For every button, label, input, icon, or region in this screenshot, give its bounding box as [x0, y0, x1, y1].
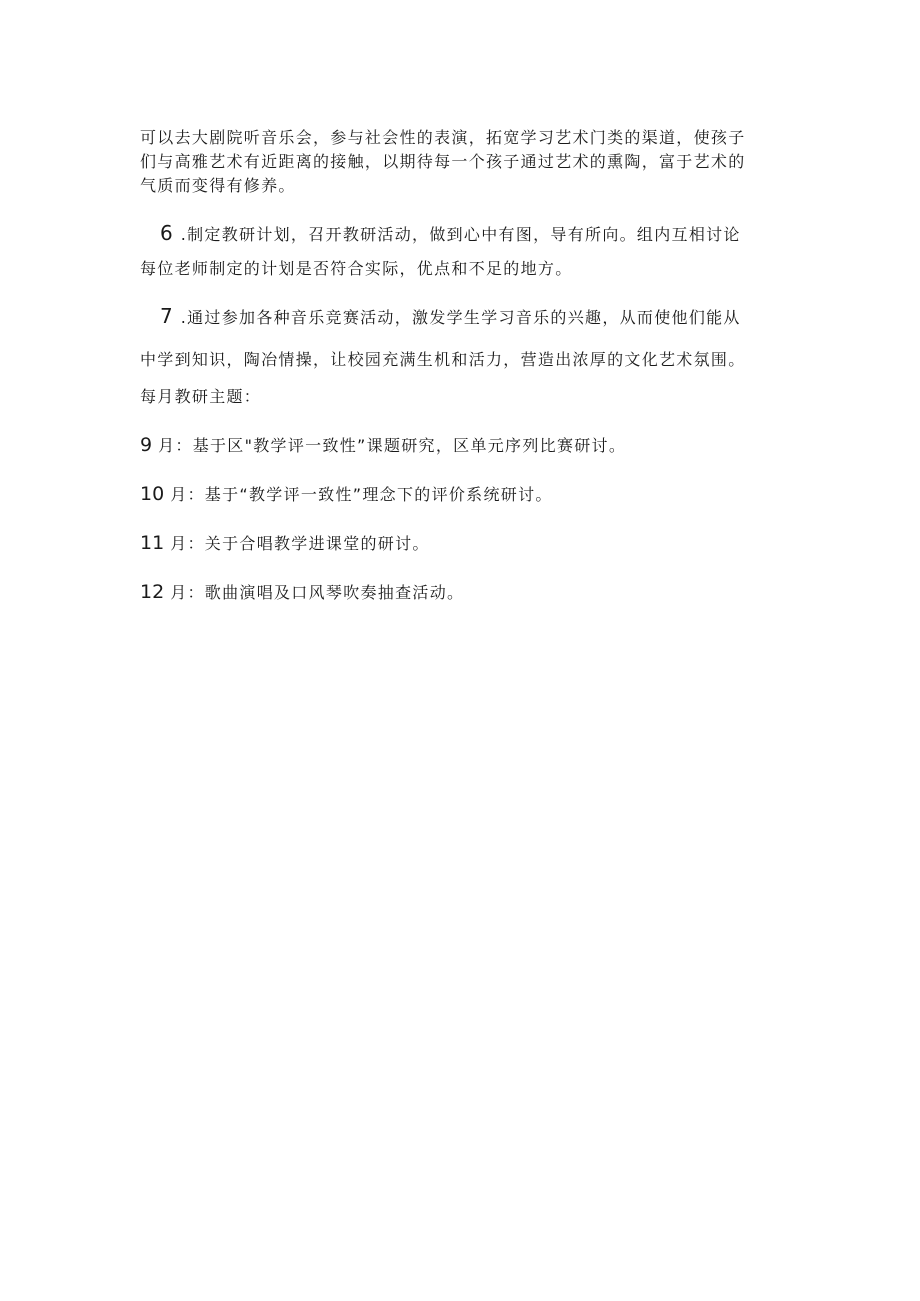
text-line [140, 221, 790, 245]
item-number: 7 [160, 304, 173, 328]
month-item [140, 433, 790, 457]
monthly-list [140, 433, 790, 604]
text-line: 可以去大剧院听音乐会，参与社会性的表演，拓宽学习艺术门类的渠道，使孩子 [140, 128, 746, 147]
text-line [140, 304, 790, 328]
item-text: .制定教研计划，召开教研活动，做到心中有图，导有所向。组内互相讨论 [180, 225, 741, 244]
month-text: 月：基于“教学评一致性”理念下的评价系统研讨。 [170, 485, 553, 504]
month-number: 11 [140, 532, 165, 554]
month-text: 月：基于区"教学评一致性”课题研究，区单元序列比赛研讨。 [158, 436, 627, 455]
document-body [140, 126, 790, 629]
paragraph-continued [140, 126, 790, 198]
month-text: 月：关于合唱教学进课堂的研讨。 [170, 534, 430, 553]
list-item-7 [140, 304, 790, 372]
month-number: 9 [140, 434, 153, 456]
text-line: 每位老师制定的计划是否符合实际，优点和不足的地方。 [140, 259, 573, 278]
list-item-6 [140, 221, 790, 281]
text-line: 们与高雅艺术有近距离的接触，以期待每一个孩子通过艺术的熏陶，富于艺术的 [140, 152, 746, 171]
month-item [140, 482, 790, 506]
month-number: 10 [140, 483, 165, 505]
month-number: 12 [140, 581, 165, 603]
month-item [140, 531, 790, 555]
text-line: 中学到知识，陶冶情操，让校园充满生机和活力，营造出浓厚的文化艺术氛围。 [140, 350, 746, 369]
text-line: 气质而变得有修养。 [140, 176, 296, 195]
item-number: 6 [160, 221, 173, 245]
month-item [140, 580, 790, 604]
item-text: .通过参加各种音乐竞赛活动，激发学生学习音乐的兴趣，从而使他们能从 [180, 308, 741, 327]
monthly-heading: 每月教研主题： [140, 387, 262, 406]
month-text: 月：歌曲演唱及口风琴吹奏抽查活动。 [170, 583, 465, 602]
